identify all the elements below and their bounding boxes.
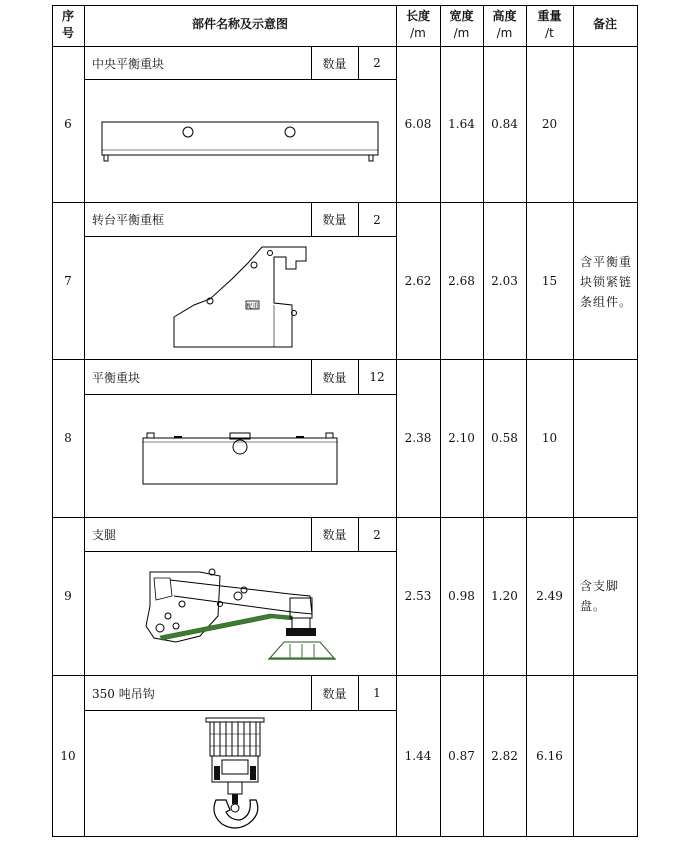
weight-value: 15 — [541, 273, 558, 288]
height-value: 2.03 — [491, 273, 518, 288]
width-value: 0.98 — [448, 589, 475, 603]
header-length: 长度 /m — [405, 9, 430, 40]
header-height: 高度 /m — [492, 9, 517, 40]
part-name: 中央平衡重块 — [92, 56, 165, 71]
weight-value: 20 — [541, 117, 558, 131]
length-value: 6.08 — [404, 117, 432, 131]
central-counterweight-drawing — [95, 110, 385, 170]
part-name: 支腿 — [92, 528, 117, 542]
qty-value: 2 — [373, 212, 381, 227]
header-remark: 备注 — [592, 17, 617, 31]
width-value: 0.87 — [448, 748, 475, 763]
length-value: 2.53 — [404, 589, 432, 603]
qty-label: 数量 — [322, 528, 347, 542]
length-value: 2.62 — [404, 273, 432, 288]
remark-text: 含平衡重块锁紧链条组件。 — [580, 255, 633, 309]
row-number: 7 — [64, 273, 72, 288]
qty-value: 1 — [373, 686, 381, 700]
height-value: 1.20 — [491, 589, 518, 603]
part-name: 350 吨吊钩 — [92, 686, 155, 701]
counterweight-block-drawing — [140, 428, 340, 488]
turntable-counterweight-frame-drawing — [170, 243, 310, 353]
outrigger-drawing — [140, 566, 340, 666]
part-name: 平衡重块 — [92, 370, 141, 385]
qty-label: 数量 — [322, 213, 347, 227]
row-number: 9 — [64, 589, 72, 603]
weight-value: 10 — [541, 431, 558, 445]
qty-label: 数量 — [322, 686, 347, 701]
length-value: 1.44 — [404, 748, 432, 763]
qty-label: 数量 — [322, 56, 347, 71]
width-value: 2.10 — [448, 431, 475, 445]
frame-label: 配重 — [246, 303, 259, 310]
row-number: 6 — [64, 117, 72, 131]
length-value: 2.38 — [404, 431, 432, 445]
height-value: 0.84 — [491, 117, 518, 131]
row-number: 10 — [60, 748, 76, 763]
qty-value: 2 — [373, 527, 381, 542]
weight-value: 6.16 — [536, 748, 563, 763]
hook-block-drawing — [200, 714, 280, 832]
remark-text: 含支脚盘。 — [580, 579, 620, 613]
qty-value: 12 — [369, 370, 385, 384]
qty-label: 数量 — [322, 370, 347, 385]
header-name: 部件名称及示意图 — [191, 17, 288, 31]
weight-value: 2.49 — [536, 589, 563, 603]
header-seq: 序 号 — [61, 9, 74, 40]
part-name: 转台平衡重框 — [92, 213, 165, 227]
header-width: 宽度 /m — [449, 9, 474, 40]
width-value: 1.64 — [448, 117, 475, 131]
header-weight: 重量 /t — [537, 9, 562, 40]
height-value: 0.58 — [491, 431, 518, 445]
row-number: 8 — [64, 431, 72, 445]
height-value: 2.82 — [491, 748, 518, 763]
qty-value: 2 — [373, 56, 381, 70]
width-value: 2.68 — [448, 273, 475, 288]
